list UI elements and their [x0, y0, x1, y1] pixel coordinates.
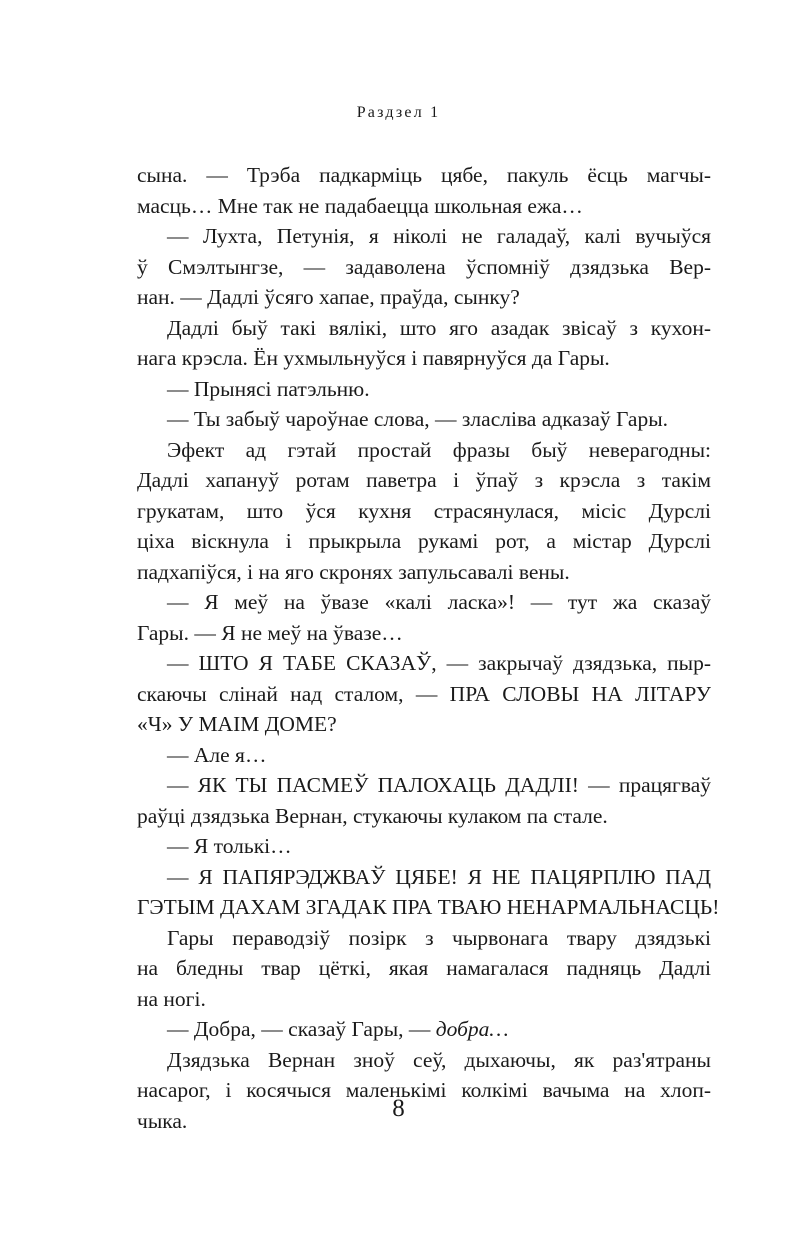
text-line: — Ты забыў чароўнае слова, — зласліва адказаў Гары.	[167, 407, 669, 431]
text-line: масць… Мне так не падабаецца школьная ежа…	[137, 193, 583, 218]
text-line: раўці дзядзька Вернан, стукаючы кулаком па стале.	[137, 803, 608, 828]
text-line: ГЭТЫМ ДАХАМ ЗГАДАК ПРА ТВАЮ НЕНАРМАЛЬНАСЦЬ!	[137, 895, 720, 919]
text-line: «Ч» У МАІМ ДОМЕ?	[137, 712, 337, 736]
text-line: — Прынясі патэльню.	[167, 376, 370, 401]
text-line: Гары. — Я не меў на ўвазе…	[137, 620, 403, 645]
text-line: Дзядзька Вернан зноў сеў, дыхаючы, як раз'ятраны	[167, 1047, 711, 1072]
text-line: — Лухта, Петунія, я ніколі не галадаў, калі вучыўся	[167, 224, 711, 248]
text-line: — ШТО Я ТАБЕ СКАЗАЎ, — закрычаў дзядзька, пыр-	[167, 651, 711, 675]
text-line: Дадлі хапануў ротам паветра і ўпаў з крэсла з такім	[137, 468, 711, 492]
text-line: на ногі.	[137, 986, 206, 1011]
body-text	[137, 160, 720, 1136]
text-line: грукатам, што ўся кухня страсянулася, місіс Дурслі	[137, 498, 711, 523]
text-line: — Я толькі…	[167, 834, 292, 858]
running-header: Раздзел 1	[356, 104, 441, 121]
text-line: нан. — Дадлі ўсяго хапае, праўда, сынку?	[137, 285, 520, 309]
text-line: насарог, і косячыся маленькімі колкімі вачыма на хлоп-	[137, 1078, 711, 1102]
italic-text: добра…	[435, 1017, 509, 1041]
text-line: — Але я…	[167, 742, 267, 767]
text-line: — Я ПАПЯРЭДЖВАЎ ЦЯБЕ! Я НЕ ПАЦЯРПЛЮ ПАД	[167, 864, 711, 889]
text-line	[137, 1014, 711, 1045]
text-line: — ЯК ТЫ ПАСМЕЎ ПАЛОХАЦЬ ДАДЛІ! — працягваў	[167, 773, 711, 797]
text-line: — Я меў на ўвазе «калі ласка»! — тут жа сказаў	[167, 590, 711, 614]
text-line: нага крэсла. Ён ухмыльнуўся і павярнуўся да Гары.	[137, 346, 610, 370]
text-line: Эфект ад гэтай простай фразы быў неверагодны:	[167, 437, 711, 462]
text-line: чыка.	[137, 1108, 188, 1133]
text-line: ціха віскнула і прыкрыла рукамі рот, а містар Дурслі	[137, 529, 711, 553]
dialogue-text: — Добра, — сказаў Гары, —	[167, 1017, 436, 1041]
text-line: на бледны твар цёткі, якая намагалася падняць Дадлі	[137, 956, 711, 980]
text-line: ў Смэлтынгзе, — задаволена ўспомніў дзядзька Вер-	[137, 254, 711, 279]
text-line: падхапіўся, і на яго скронях запульсавалі вены.	[137, 559, 570, 584]
text-line: Дадлі быў такі вялікі, што яго азадак звісаў з кухон-	[167, 315, 711, 340]
text-line: Гары пераводзіў позірк з чырвонага твару дзядзькі	[167, 925, 711, 950]
text-line: скаючы слінай над сталом, — ПРА СЛОВЫ НА ЛІТАРУ	[137, 681, 711, 706]
text-line: сына. — Трэба падкарміць цябе, пакуль ёсць магчы-	[137, 163, 711, 187]
page-number: 8	[392, 1095, 405, 1122]
